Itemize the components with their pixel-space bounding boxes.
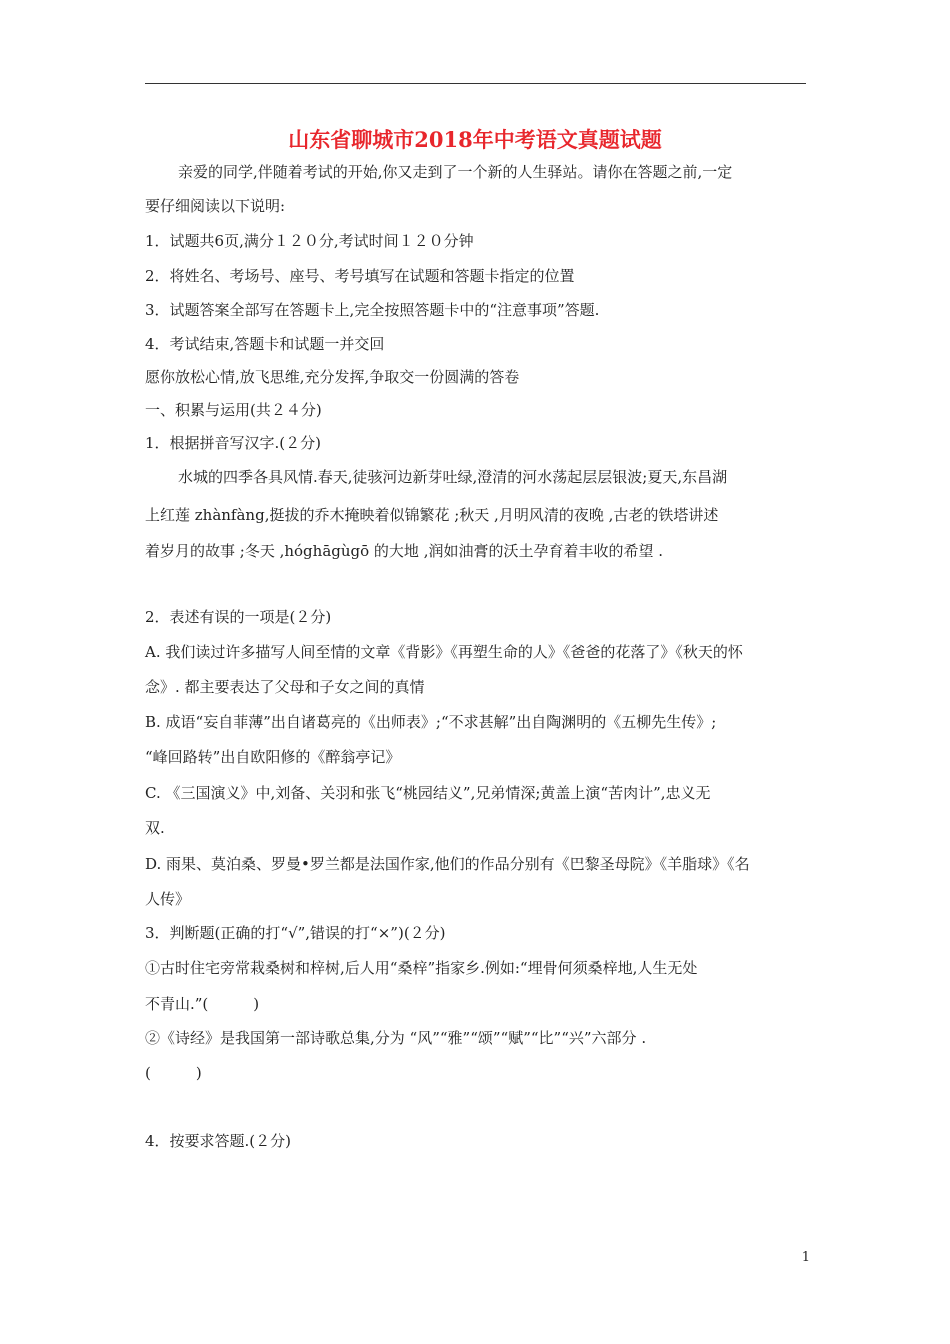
section-heading: 一、积累与运用(共２４分) (145, 401, 322, 419)
question-3-item-2: ②《诗经》是我国第一部诗歌总集,分为 “风”“雅”“颂”“赋”“比”“兴”六部分 . (145, 1029, 647, 1047)
question-2-option-b: B. 成语“妄自菲薄”出自诸葛亮的《出师表》;“不求甚解”出自陶渊明的《五柳先生传》; (145, 713, 717, 731)
question-1-line: 水城的四季各具风情.春天,徒骇河边新芽吐绿,澄清的河水荡起层层银波;夏天,东昌湖 (178, 468, 728, 486)
question-3-stem: 3．判断题(正确的打“√”,错误的打“×”)(２分) (145, 924, 446, 942)
question-3-item-2-cont: ( ) (145, 1064, 202, 1082)
instruction-2: 2．将姓名、考场号、座号、考号填写在试题和答题卡指定的位置 (145, 267, 575, 285)
header-rule (145, 83, 806, 84)
question-2-option-a: A. 我们读过许多描写人间至情的文章《背影》《再塑生命的人》《爸爸的花落了》《秋天的怀 (145, 643, 743, 661)
question-2-option-d: D. 雨果、莫泊桑、罗曼•罗兰都是法国作家,他们的作品分别有《巴黎圣母院》《羊脂球》《名 (145, 855, 750, 873)
question-1-stem: 1．根据拼音写汉字.(２分) (145, 434, 322, 452)
question-2-option-c: C. 《三国演义》中,刘备、关羽和张飞“桃园结义”,兄弟情深;黄盖上演“苦肉计”,忠义无 (145, 784, 711, 802)
question-1-line: 上红莲 zhànfàng,挺拔的乔木掩映着似锦繁花 ;秋天 ,月明风清的夜晚 ,古老的铁塔讲述 (145, 506, 719, 524)
wish-text: 愿你放松心情,放飞思维,充分发挥,争取交一份圆满的答卷 (145, 368, 520, 386)
question-1-line: 着岁月的故事 ;冬天 ,hóghāgùgō 的大地 ,润如油膏的沃土孕育着丰收的希望 . (145, 542, 663, 560)
question-4-stem: 4．按要求答题.(２分) (145, 1132, 292, 1150)
question-3-item-1-cont: 不青山.”( ) (145, 995, 260, 1013)
intro-line-2: 要仔细阅读以下说明: (145, 197, 286, 215)
intro-line-1: 亲爱的同学,伴随着考试的开始,你又走到了一个新的人生驿站。请你在答题之前,一定 (178, 163, 733, 181)
question-2-option-b-cont: “峰回路转”出自欧阳修的《醉翁亭记》 (145, 748, 401, 766)
question-3-item-1: ①古时住宅旁常栽桑树和梓树,后人用“桑梓”指家乡.例如:“埋骨何须桑梓地,人生无处 (145, 959, 698, 977)
instruction-3: 3．试题答案全部写在答题卡上,完全按照答题卡中的“注意事项”答题. (145, 301, 600, 319)
page-number: 1 (801, 1250, 810, 1265)
question-2-stem: 2．表述有误的一项是(２分) (145, 608, 332, 626)
instruction-1: 1．试题共6页,满分１２０分,考试时间１２０分钟 (145, 232, 474, 250)
question-2-option-a-cont: 念》. 都主要表达了父母和子女之间的真情 (145, 678, 425, 696)
instruction-4: 4．考试结束,答题卡和试题一并交回 (145, 335, 385, 353)
page-title: 山东省聊城市2018年中考语文真题试题 (288, 127, 662, 152)
question-2-option-c-cont: 双. (145, 819, 165, 837)
question-2-option-d-cont: 人传》 (145, 890, 191, 908)
